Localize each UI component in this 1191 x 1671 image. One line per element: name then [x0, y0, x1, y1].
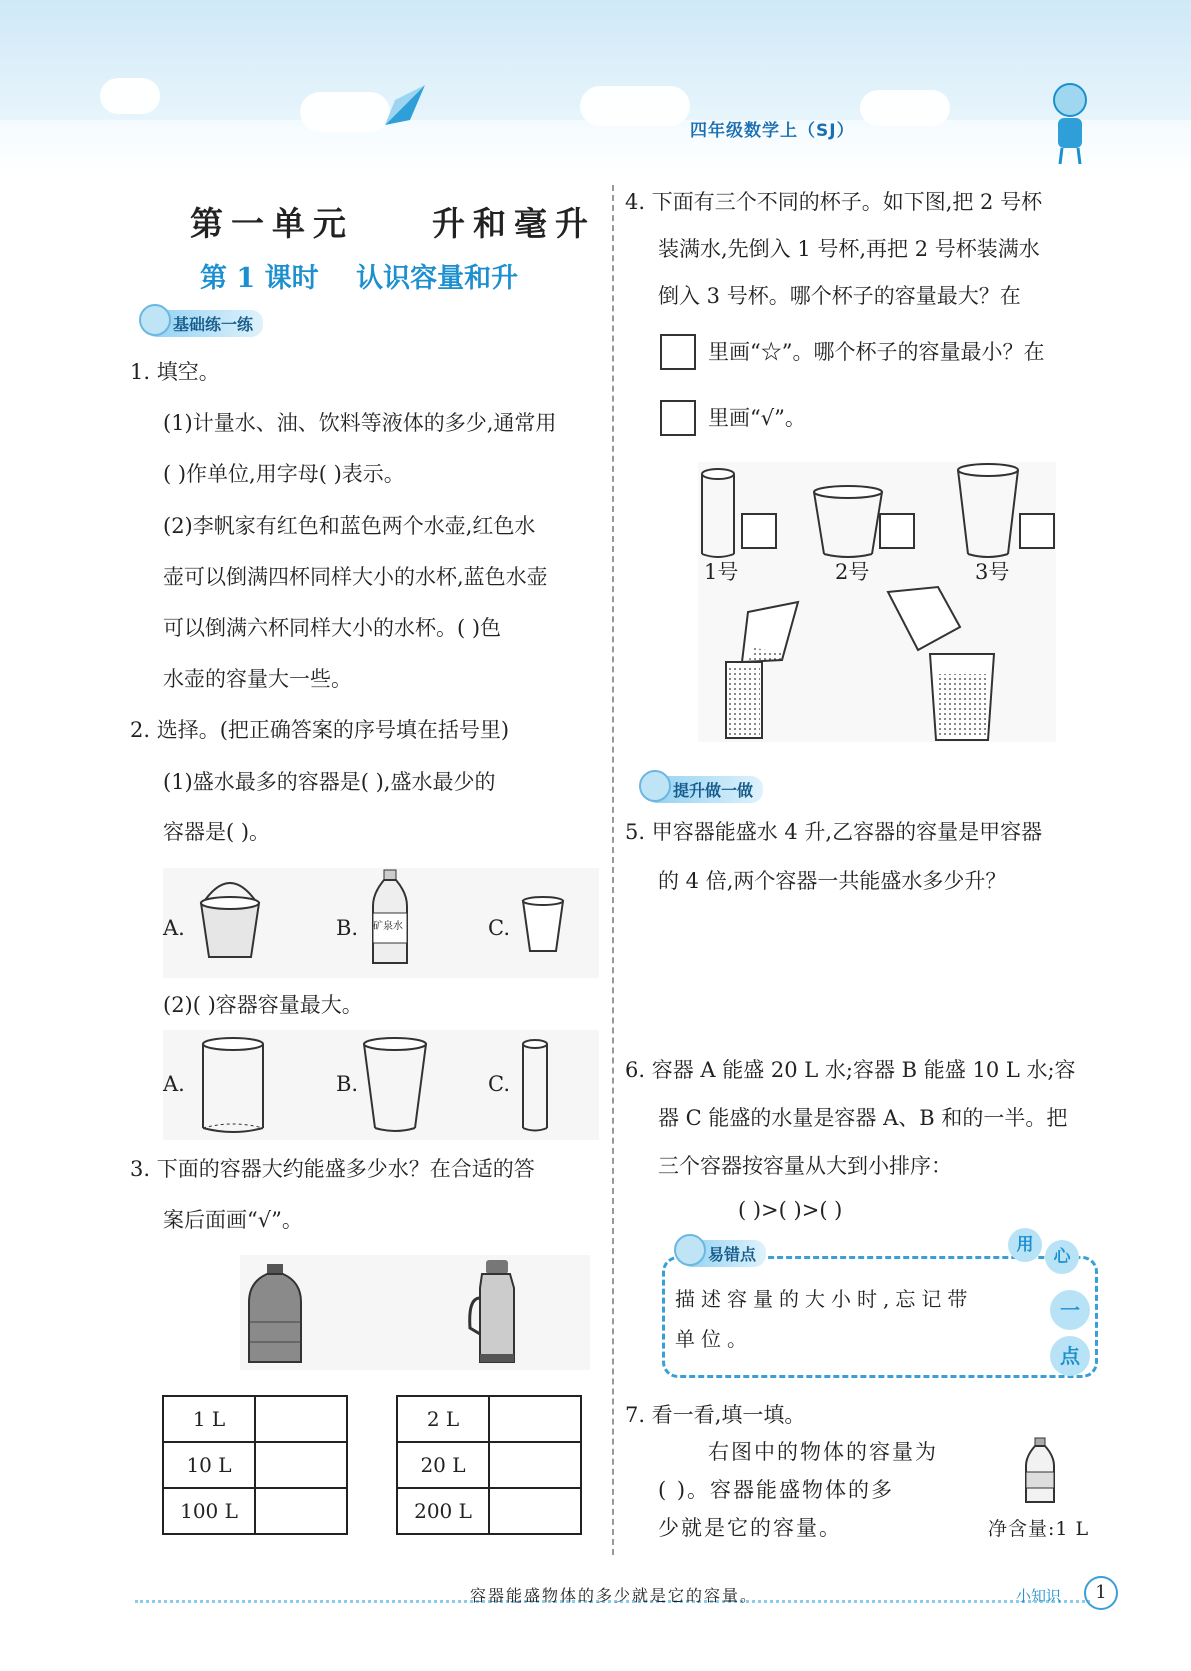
narrow-cylinder-icon — [518, 1036, 552, 1136]
q2-row1-option-b: B. — [336, 916, 359, 940]
tapered-cup-icon — [360, 1036, 430, 1136]
kite-icon — [380, 80, 430, 130]
bucket-icon — [195, 873, 265, 963]
q7-line1: 右图中的物体的容量为 — [708, 1440, 938, 1464]
cup3-label: 3号 — [975, 560, 1010, 584]
water-jug-icon — [245, 1262, 305, 1370]
q7-title: 7. 看一看,填一填。 — [625, 1403, 806, 1427]
answer-cell[interactable] — [255, 1396, 347, 1442]
q2-row1-option-a: A. — [163, 916, 185, 940]
q7-line3: 少就是它的容量。 — [658, 1516, 842, 1540]
tip-side-4: 点 — [1050, 1336, 1090, 1376]
book-title: 四年级数学上（SJ） — [690, 121, 855, 141]
answer-box-check[interactable] — [660, 400, 696, 436]
answer-cell[interactable] — [489, 1442, 581, 1488]
answer-cell[interactable] — [489, 1488, 581, 1534]
table-row — [397, 1488, 581, 1534]
answer-cell[interactable] — [255, 1442, 347, 1488]
boy-mascot-icon — [1040, 78, 1100, 168]
q1-title: 1. 填空。 — [130, 360, 220, 384]
q1-p2-line3: 可以倒满六杯同样大小的水杯。( )色 — [163, 616, 502, 640]
section-tag-advanced: 提升做一做 — [645, 776, 763, 803]
q2-row2-option-a: A. — [163, 1072, 185, 1096]
q5-line1: 5. 甲容器能盛水 4 升,乙容器的容量是甲容器 — [625, 820, 1043, 844]
footer-tag: 小知识 — [1016, 1587, 1062, 1605]
unit-title: 第一单元 升和毫升 — [190, 204, 596, 243]
q7-label: 净含量:1 L — [988, 1518, 1090, 1540]
q2-row1-option-c: C. — [488, 916, 510, 940]
tip-side-3: 一 — [1050, 1290, 1090, 1330]
table-cell: 200 L — [397, 1488, 489, 1534]
page-header — [0, 0, 1191, 175]
tip-tag: 易错点 — [680, 1240, 766, 1267]
table-cell: 1 L — [163, 1396, 255, 1442]
table-row — [397, 1442, 581, 1488]
thermos-icon — [468, 1258, 524, 1370]
q2-p1-line2: 容器是( )。 — [163, 820, 271, 844]
q5-line2: 的 4 倍,两个容器一共能盛水多少升？ — [658, 869, 1007, 893]
q1-p1-line2: ( )作单位,用字母( )表示。 — [163, 462, 405, 486]
q1-p2-line2: 壶可以倒满四杯同样大小的水杯,蓝色水壶 — [163, 565, 548, 589]
tip-line2: 单位。 — [675, 1327, 753, 1351]
q1-p2-line1: (2)李帆家有红色和蓝色两个水壶,红色水 — [163, 514, 536, 538]
q4-line1: 4. 下面有三个不同的杯子。如下图,把 2 号杯 — [625, 190, 1043, 214]
column-divider — [612, 185, 614, 1555]
q4-line4: 里画“☆”。哪个杯子的容量最小？在 — [708, 340, 1045, 364]
q1-p1-line1: (1)计量水、油、饮料等液体的多少,通常用 — [163, 411, 557, 435]
table-cell: 10 L — [163, 1442, 255, 1488]
table-cell: 2 L — [397, 1396, 489, 1442]
small-bottle-icon — [1022, 1436, 1058, 1506]
q3-title-line2: 案后面画“√”。 — [163, 1208, 303, 1232]
q3-title-line1: 3. 下面的容器大约能盛多少水？在合适的答 — [130, 1157, 535, 1181]
glass-icon — [520, 896, 566, 956]
table-row — [163, 1488, 347, 1534]
q6-line2: 器 C 能盛的水量是容器 A、B 和的一半。把 — [658, 1106, 1068, 1130]
table-row — [163, 1396, 347, 1442]
table-row — [397, 1396, 581, 1442]
q1-p2-line4: 水壶的容量大一些。 — [163, 667, 352, 691]
wide-cylinder-icon — [198, 1036, 268, 1136]
q4-line5: 里画“√”。 — [708, 406, 806, 430]
answer-box-star[interactable] — [660, 334, 696, 370]
cup2-label: 2号 — [835, 560, 870, 584]
tip-side-2: 心 — [1045, 1240, 1079, 1274]
q2-row2-option-b: B. — [336, 1072, 359, 1096]
footer-text: 容器能盛物体的多少就是它的容量。 — [470, 1586, 759, 1605]
q2-title: 2. 选择。(把正确答案的序号填在括号里) — [130, 718, 510, 742]
answer-cell[interactable] — [255, 1488, 347, 1534]
section-tag-basic: 基础练一练 — [145, 310, 263, 337]
q6-line3: 三个容器按容量从大到小排序： — [658, 1154, 952, 1178]
lesson-title: 第 1 课时 认识容量和升 — [200, 263, 519, 294]
table-row — [163, 1442, 347, 1488]
q4-line3: 倒入 3 号杯。哪个杯子的容量最大？在 — [658, 284, 1021, 308]
q6-line1: 6. 容器 A 能盛 20 L 水;容器 B 能盛 10 L 水;容 — [625, 1058, 1076, 1082]
q4-line2: 装满水,先倒入 1 号杯,再把 2 号杯装满水 — [658, 237, 1040, 261]
q6-line4: ( )>( )>( ) — [738, 1198, 843, 1222]
page-number: 1 — [1084, 1576, 1118, 1610]
cups-figure-icon — [698, 462, 1056, 742]
tip-side-1: 用 — [1008, 1228, 1042, 1262]
q7-line2: ( )。容器能盛物体的多 — [658, 1478, 895, 1502]
cup1-label: 1号 — [704, 560, 739, 584]
capacity-table-thermos — [396, 1395, 582, 1535]
table-cell: 100 L — [163, 1488, 255, 1534]
q2-p2: (2)( )容器容量最大。 — [163, 993, 363, 1017]
q2-p1-line1: (1)盛水最多的容器是( ),盛水最少的 — [163, 770, 496, 794]
capacity-table-jug — [162, 1395, 348, 1535]
tip-line1: 描述容量的大小时,忘记带 — [675, 1287, 974, 1311]
q2-row2-option-c: C. — [488, 1072, 510, 1096]
bottle-label: 矿泉水 — [373, 921, 403, 932]
answer-cell[interactable] — [489, 1396, 581, 1442]
tip-box — [640, 1228, 1095, 1376]
table-cell: 20 L — [397, 1442, 489, 1488]
